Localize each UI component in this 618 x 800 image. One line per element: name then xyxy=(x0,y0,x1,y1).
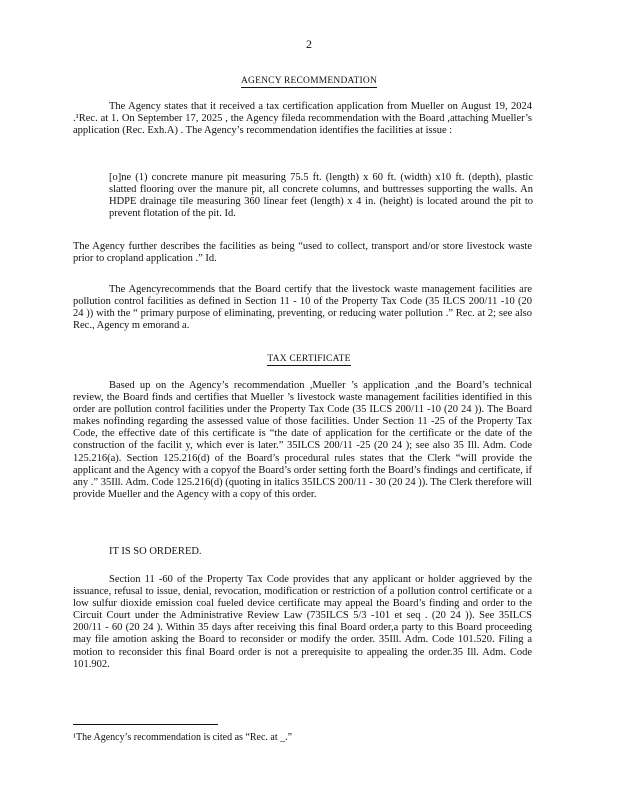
paragraph-agency-received: The Agency states that it received a tax certification application from Mueller on August 19, 2024 .¹Rec. at 1. On September 17, 2025 , the Agency fileda recommendation with the Board ,attaching Mueller’s application (Rec. Exh.A) . The Agency’s recommendation identifies the facilities at issue : xyxy=(73,101,532,137)
heading-tax-certificate-text: TAX CERTIFICATE xyxy=(267,354,351,364)
heading-tax-certificate xyxy=(0,354,618,366)
page-number: 2 xyxy=(306,37,312,51)
paragraph-appeal-rights: Section 11 -60 of the Property Tax Code provides that any applicant or holder aggrieved by the issuance, refusal to issue, denial, revocation, modification or restriction of a pollution control certificate or a low sulfur dioxide emission coal fueled device certificate may appeal the Board’s finding and order to the Circuit Court under the Administrative Review Law (735ILCS 5/3 -101 et seq . (20 24 )). See 35ILCS 200/11 - 60 (20 24 ). Within 35 days after receiving this final Board order,a party to this Board proceeding may file amotion asking the Board to reconsider or modify the order. 35Ill. Adm. Code 101.520. Filing a motion to reconsider this final Board order is not a prerequisite to appealing the order.35 Ill. Adm. Code 101.902. xyxy=(73,574,532,670)
paragraph-board-findings: Based up on the Agency’s recommendation ,Mueller ’s application ,and the Board’s technical review, the Board finds and certifies that Mueller ’s livestock waste management facilities identified in this order are pollution control facilities under the Property Tax Code (35 ILCS 200/11 -10 (20 24 )). The Board makes nofinding regarding the assessed value of those facilities. Under Section 11 -25 of the Property Tax Code, the effective date of this certificate is “the date of application for the certificate or the date of the construction of the facilit y, which ever is later.” 35ILCS 200/11 -25 (20 24 ); see also 35 Ill. Adm. Code 125.216(a). Section 125.216(d) of the Board’s procedural rules states that the Clerk “will provide the applicant and the Agency with a copyof the Board’s order setting forth the Board’s findings and certificate, if any .” 35Ill. Adm. Code 125.216(d) (quoting in italics 35ILCS 200/11 - 30 (20 24 )). The Clerk therefore will provide Mueller and the Agency with a copy of this order. xyxy=(73,380,533,500)
block-quote-facility-description: [o]ne (1) concrete manure pit measuring 75.5 ft. (length) x 60 ft. (width) x10 ft. (depth), plastic slatted flooring over the manure pit, all concrete columns, and buttresses supporting the walls. An HDPE drainage tile measuring 360 linear feet (length) x 4 in. (height) is located around the pit to prevent flotation of the pit. Id. xyxy=(109,172,533,220)
footnote-divider xyxy=(73,724,218,725)
heading-agency-recommendation xyxy=(0,76,618,88)
paragraph-agency-describes: The Agency further describes the facilities as being “used to collect, transport and/or store livestock waste prior to cropland application .” Id. xyxy=(73,241,532,265)
heading-agency-recommendation-text: AGENCY RECOMMENDATION xyxy=(240,76,378,86)
so-ordered-line: IT IS SO ORDERED. xyxy=(109,546,202,557)
paragraph-agency-recommends: The Agencyrecommends that the Board certify that the livestock waste management facilities are pollution control facilities as defined in Section 11 - 10 of the Property Tax Code (35 ILCS 200/11 -10 (20 24 )) with the “ primary purpose of eliminating, preventing, or reducing water pollution .” Rec. at 2; see also Rec., Agency m emorand a. xyxy=(73,284,532,332)
footnote: ¹The Agency’s recommendation is cited as “Rec. at _.” xyxy=(73,732,293,743)
